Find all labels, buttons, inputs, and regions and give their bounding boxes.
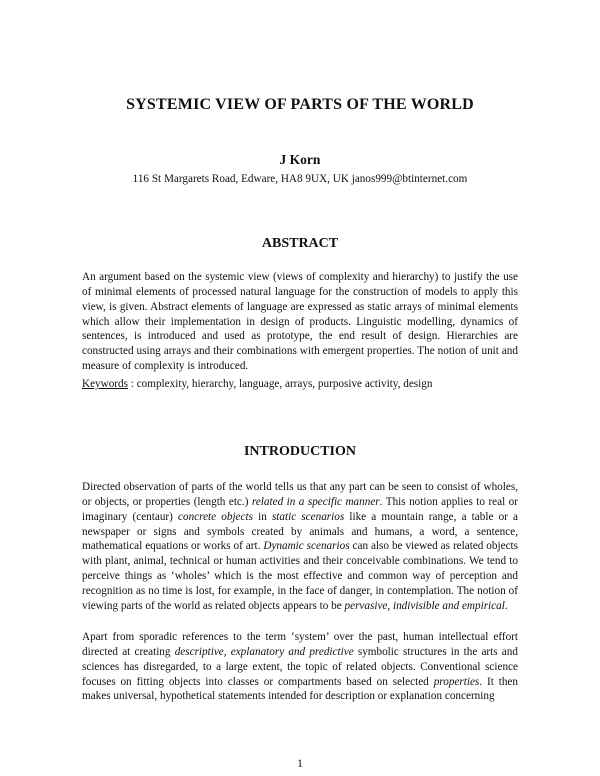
italic-run: static scenarios (271, 510, 345, 523)
italic-run: Dynamic scenarios (263, 540, 350, 553)
text-run: like a mountain range, a table or a newspaper or signs and symbols created by animals and humans, a word, a sentence, mathematical equations or works of art. (82, 510, 518, 553)
intro-paragraph-2 (82, 630, 518, 704)
text-run: . (504, 599, 508, 612)
author-affiliation: 116 St Margarets Road, Edware, HA8 9UX, UK janos999@btinternet.com (132, 173, 468, 185)
keywords-line (82, 378, 518, 390)
keywords-label: Keywords (82, 378, 128, 390)
italic-run: related in a specific manner (251, 495, 380, 508)
text-run: Directed observation of parts of the world tells us that any part can be seen to consist of wholes, or objects, or properties (length etc.) (82, 481, 518, 508)
keywords-separator: : (128, 378, 137, 390)
italic-run: properties (433, 675, 480, 688)
text-run: can also be viewed as related objects with plant, animal, technical or human activities and their conceivable combinations. We tend to perceive things as ‘wholes’ which is the most effective and common way of perception and recognition as no time is lost, for example, in the face of danger, in contemplation. The notion of viewing parts of the world as related objects appears to be (82, 540, 519, 612)
abstract-text: An argument based on the systemic view (views of complexity and hierarchy) to justify the use of minimal elements of processed natural language for the construction of models to apply this view, is given. Abstract elements of language are expressed as static arrays of minimal elements which allow their implementation in design of products. Linguistic modelling, dynamics of sentences, is introduced and used as prototype, the end result of design. Hierarchies are constructed using arrays and their combinations with emergent properties. The notion of unit and measure of complexity is introduced. (82, 271, 518, 373)
intro-paragraph-1 (82, 480, 518, 614)
text-run: symbolic structures in the arts and sciences has disregarded, to a large extent, the topic of related objects. Conventional science focuses on fitting objects into classes or compartments based on selected (82, 645, 518, 688)
abstract-heading: ABSTRACT (261, 236, 339, 251)
introduction-heading: INTRODUCTION (243, 444, 356, 459)
italic-run: concrete objects (178, 510, 253, 523)
text-run: . This notion applies to real or imaginary (centaur) (82, 495, 518, 523)
text-run: . It then makes universal, hypothetical statements intended for description or explanation concerning (82, 675, 518, 703)
italic-run: descriptive, explanatory and predictive (174, 645, 354, 658)
author-name: J Korn (279, 152, 321, 167)
paper-title: SYSTEMIC VIEW OF PARTS OF THE WORLD (126, 96, 474, 113)
page-number: 1 (297, 758, 303, 770)
text-run: Apart from sporadic references to the term ‘system’ over the past, human intellectual effort directed at creating (82, 631, 518, 658)
keywords-text: complexity, hierarchy, language, arrays, purposive activity, design (136, 378, 433, 390)
text-run: in (252, 510, 272, 523)
italic-run: pervasive, indivisible and empirical (344, 599, 505, 612)
